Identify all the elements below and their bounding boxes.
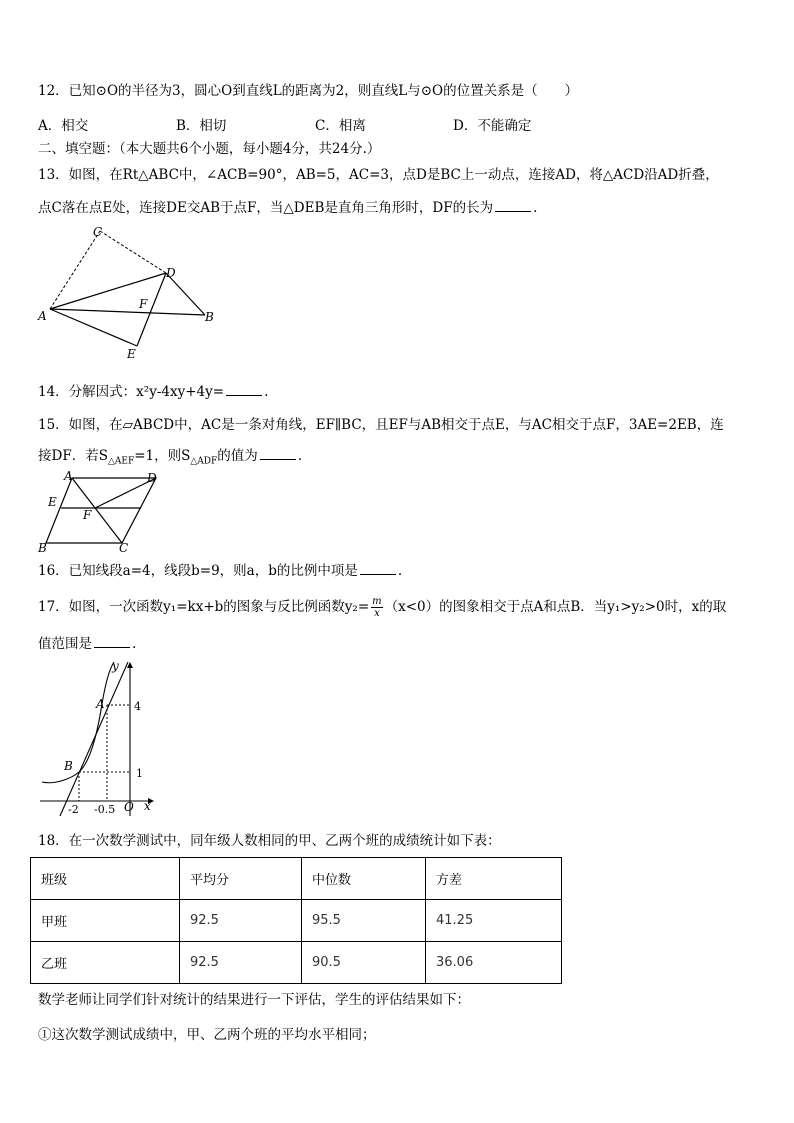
q15-period: .: [297, 448, 303, 464]
q15-line1: 15．如图，在▱ABCD中，AC是一条对角线，EF∥BC，且EF与AB相交于点E，与AC相交于点F，3AE=2EB，连: [38, 417, 724, 433]
segment-ad: [50, 273, 166, 309]
answer-blank[interactable]: [360, 562, 396, 575]
q18-after-text: 数学老师让同学们针对统计的结果进行一下评估，学生的评估结果如下：: [38, 992, 470, 1008]
q17-figure: [36, 658, 156, 818]
fraction-numerator: m: [372, 596, 382, 607]
q15-line2-part1: 接DF．若S: [38, 448, 108, 464]
q16-text: [38, 562, 402, 580]
label-f: F: [139, 297, 148, 311]
q15-line2-part3: 的值为: [217, 448, 258, 464]
q17-line2-text: 值范围是: [38, 636, 92, 652]
label-b: B: [64, 759, 73, 773]
q16-period: .: [397, 563, 403, 579]
label-x: x: [144, 799, 151, 813]
q18-item-1: ①这次数学测试成绩中，甲、乙两个班的平均水平相同；: [38, 1027, 376, 1043]
table-cell: 41.25: [426, 900, 562, 942]
q12-option-c: C．相离: [315, 118, 366, 134]
label-e: E: [127, 347, 136, 361]
header-cell: 中位数: [302, 858, 426, 900]
q16-text-body: 16．已知线段a=4，线段b=9，则a，b的比例中项是: [38, 563, 358, 579]
q12-text: 12．已知⊙O的半径为3，圆心O到直线L的距离为2，则直线L与⊙O的位置关系是（ ）: [38, 83, 579, 99]
answer-blank[interactable]: [94, 635, 130, 648]
label-b: B: [205, 310, 214, 324]
label-d: D: [166, 266, 176, 280]
q17-line1-part1: 17．如图，一次函数y₁=kx+b的图象与反比例函数y₂=: [38, 599, 370, 615]
header-cell: 班级: [31, 858, 180, 900]
label-1: 1: [136, 767, 143, 780]
label-b: B: [38, 541, 47, 555]
q12-option-b: B．相切: [176, 118, 227, 134]
q15-subscript-adf: △ADF: [190, 456, 218, 467]
label-a: A: [96, 697, 105, 711]
q17-line2: [38, 635, 136, 653]
table-row: [31, 942, 562, 984]
header-cell: 平均分: [180, 858, 302, 900]
table-header-row: [31, 858, 562, 900]
linear-function-line: [60, 662, 128, 816]
segment-ab: [50, 309, 205, 315]
table-row: [31, 900, 562, 942]
label-a: A: [38, 309, 47, 323]
q17-line1-part2: （x<0）的图象相交于点A和点B．当y₁>y₂>0时，x的取: [384, 599, 727, 615]
label-minus-2: -2: [68, 803, 79, 816]
label-origin: O: [124, 800, 134, 814]
table-cell: 90.5: [302, 942, 426, 984]
answer-blank[interactable]: [495, 199, 531, 212]
segment-ae: [50, 309, 137, 346]
table-cell: 92.5: [180, 942, 302, 984]
answer-blank[interactable]: [226, 383, 262, 396]
table-cell: 92.5: [180, 900, 302, 942]
table-cell: 乙班: [31, 942, 180, 984]
diagonal-ac: [72, 478, 122, 543]
answer-blank[interactable]: [260, 447, 296, 460]
label-y: y: [112, 659, 119, 673]
q18-text: 18．在一次数学测试中，同年级人数相同的甲、乙两个班的成绩统计如下表：: [38, 833, 501, 849]
label-c: C: [119, 541, 129, 555]
fraction-m-over-x: [371, 596, 382, 619]
q17-line1: [38, 596, 726, 619]
fold-line-ac: [50, 231, 100, 309]
fold-line-cd: [100, 231, 166, 273]
table-cell: 36.06: [426, 942, 562, 984]
label-d: D: [147, 471, 157, 485]
table-cell: 95.5: [302, 900, 426, 942]
section-heading: 二、填空题：（本大题共6个小题，每小题4分，共24分.）: [38, 141, 381, 157]
q15-subscript-aef: △AEF: [107, 456, 135, 467]
header-cell: 方差: [426, 858, 562, 900]
q12-option-d: D．不能确定: [453, 118, 532, 134]
label-4: 4: [134, 700, 141, 713]
q17-period: .: [132, 636, 137, 652]
hyperbola-curve: [42, 662, 114, 783]
score-table: [30, 857, 562, 984]
q13-period: .: [533, 200, 538, 216]
parallelogram-abcd: [46, 478, 156, 543]
q14-period: .: [264, 384, 269, 400]
fraction-denominator: x: [374, 608, 380, 619]
q13-line1: 13．如图，在Rt△ABC中，∠ACB=90°，AB=5，AC=3，点D是BC上一动点，连接AD，将△ACD沿AD折叠，: [38, 167, 719, 183]
label-a: A: [64, 469, 73, 483]
q12-option-a: A．相交: [38, 118, 89, 134]
q13-line2-text: 点C落在点E处，连接DE交AB于点F，当△DEB是直角三角形时，DF的长为: [38, 200, 494, 216]
q14-text: [38, 383, 268, 401]
q14-text-body: 14．分解因式：x²y-4xy+4y=: [38, 384, 225, 400]
q13-figure: [36, 222, 216, 362]
label-c: C: [93, 225, 103, 239]
q13-line2: [38, 199, 537, 217]
q15-figure: [36, 468, 166, 556]
label-minus-0-5: -0.5: [94, 803, 116, 816]
label-e: E: [48, 495, 57, 509]
table-cell: 甲班: [31, 900, 180, 942]
q15-line2-part2: =1，则S: [134, 448, 191, 464]
label-f: F: [83, 508, 92, 522]
